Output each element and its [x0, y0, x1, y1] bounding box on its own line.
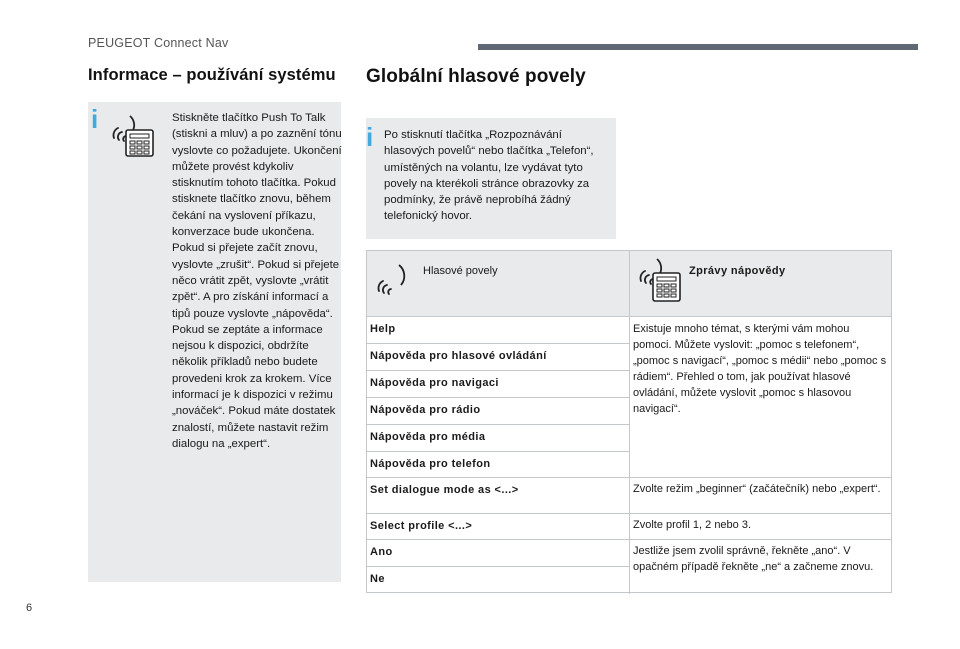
table-cell-command: Ne	[370, 573, 385, 585]
table-cell-command: Nápověda pro telefon	[370, 458, 491, 470]
row-divider	[367, 343, 629, 344]
left-paragraph: Stiskněte tlačítko Push To Talk (stiskni a mluv) a po zaznění tónu vyslovte co požadujete. Ukončení můžete provést kdykoliv stisknutím tohoto tlačítka. Pokud stisknete tlačítko znovu, během čekání na vyslovení příkazu, konverzace bude ukončena. Pokud si přejete začít znovu, vyslovte „zrušit“. Pokud si přejete něco vrátit zpět, vyslovte „vrátit zpět“. A pro získání informací a tipů pouze vyslovte „nápověda“. Pokud se zeptáte a informace nejsou k dispozici, obdržíte několik příkladů nebo budete provedeni krok za krokem. Více informací je k dispozici v režimu „nováček“. Pokud máte dostatek znalostí, můžete nastavit režim dialogu na „expert“.	[172, 112, 342, 450]
header-bar	[478, 44, 918, 50]
row-divider	[367, 424, 629, 425]
row-divider	[367, 513, 891, 514]
table-cell-description: Existuje mnoho témat, s kterými vám mohou pomoci. Můžete vyslovit: „pomoc s telefonem“, „pomoc s navigací“, „pomoc s médii“ nebo „pomoc s rádiem“. Přehled o tom, jak používat hlasové ovládání, můžete vyslovit „pomoc s hlasovou navigací“.	[633, 323, 887, 415]
column-divider	[629, 317, 630, 478]
page-number: 6	[26, 602, 33, 614]
table-cell-command: Nápověda pro rádio	[370, 404, 481, 416]
table-header-row	[367, 251, 891, 317]
voice-command-icon	[375, 261, 415, 297]
table-cell-description: Zvolte režim „beginner“ (začátečník) nebo „expert“.	[633, 483, 881, 495]
info-icon: i	[366, 122, 374, 152]
commands-table	[366, 250, 892, 593]
header-help-messages: Zprávy nápovědy	[689, 265, 786, 277]
column-divider	[629, 478, 630, 594]
voice-keypad-icon	[110, 114, 158, 158]
header-voice-commands: Hlasové povely	[423, 265, 498, 277]
voice-keypad-icon	[637, 257, 685, 303]
row-divider	[367, 451, 629, 452]
table-cell-command: Set dialogue mode as <...>	[370, 484, 519, 496]
table-cell-command: Select profile <...>	[370, 520, 473, 532]
table-cell-command: Nápověda pro hlasové ovládání	[370, 350, 547, 362]
header-title: PEUGEOT Connect Nav	[88, 36, 229, 50]
row-divider	[367, 397, 629, 398]
row-divider	[367, 566, 629, 567]
table-cell-description: Jestliže jsem zvolil správně, řekněte „ano“. V opačném případě řekněte „ne“ a začneme znovu.	[633, 545, 874, 573]
table-cell-description: Zvolte profil 1, 2 nebo 3.	[633, 519, 752, 531]
row-divider	[367, 370, 629, 371]
table-cell-command: Ano	[370, 546, 393, 558]
table-cell-command: Nápověda pro média	[370, 431, 486, 443]
table-cell-command: Help	[370, 323, 396, 335]
row-divider	[367, 477, 891, 478]
row-divider	[367, 539, 891, 540]
table-cell-command: Nápověda pro navigaci	[370, 377, 499, 389]
right-heading: Globální hlasové povely	[366, 66, 586, 87]
right-note: Po stisknutí tlačítka „Rozpoznávání hlasových povelů“ nebo tlačítka „Telefon“, umístěných na volantu, lze vydávat tyto povely na kterékoli stránce obrazovky za podmínky, že právě neprobíhá žádný telefonický hovor.	[384, 129, 594, 223]
left-heading: Informace – používání systému	[88, 66, 336, 84]
info-icon: i	[91, 104, 99, 134]
th-divider	[629, 251, 630, 317]
